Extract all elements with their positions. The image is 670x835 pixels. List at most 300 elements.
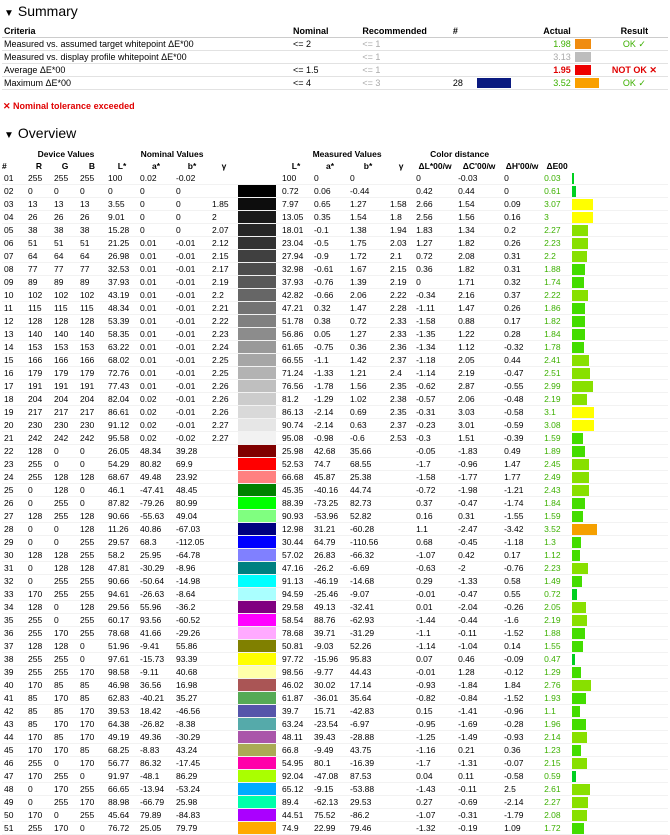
summary-patch-cell: [475, 38, 529, 51]
overview-cell: -1.21: [502, 484, 542, 497]
summary-patch-cell: [475, 51, 529, 64]
overview-cell: 128: [26, 315, 52, 328]
overview-cell: -0.55: [502, 380, 542, 393]
overview-cell: -1.07: [414, 809, 456, 822]
color-swatch: [238, 172, 276, 184]
overview-cell: -0.31: [414, 406, 456, 419]
overview-cell: 0.58: [502, 575, 542, 588]
summary-hash: 28: [451, 77, 475, 90]
delta-e-bar: [572, 667, 581, 678]
overview-row: [2, 328, 668, 341]
overview-col-header: L*: [117, 161, 127, 171]
overview-cell: [388, 757, 414, 770]
overview-cell: -23.54: [312, 718, 348, 731]
overview-cell: 255: [52, 653, 78, 666]
overview-cell: 82.04: [106, 393, 138, 406]
overview-cell: 54.95: [280, 757, 312, 770]
overview-cell: -0.31: [456, 809, 502, 822]
delta-e-bar: [572, 602, 586, 613]
overview-cell: 0: [26, 497, 52, 510]
overview-cell: 11.26: [106, 523, 138, 536]
delta-e-bar-cell: [572, 328, 668, 341]
color-swatch: [238, 315, 276, 327]
overview-cell: 30: [2, 549, 26, 562]
overview-cell: -9.49: [312, 744, 348, 757]
color-swatch-cell: [238, 237, 280, 250]
overview-cell: 91.13: [280, 575, 312, 588]
overview-cell: -0.62: [414, 380, 456, 393]
delta-e-bar: [572, 238, 588, 249]
overview-cell: [210, 692, 238, 705]
color-swatch: [238, 601, 276, 613]
color-distance-header: Color distance: [430, 149, 490, 159]
overview-cell: 48.45: [174, 484, 210, 497]
overview-cell: -0.26: [502, 601, 542, 614]
overview-cell: -0.01: [174, 419, 210, 432]
overview-cell: 64: [78, 250, 106, 263]
overview-cell: 36.56: [138, 679, 174, 692]
overview-cell: [388, 484, 414, 497]
delta-e-value: 3.52: [542, 523, 572, 536]
overview-cell: 85: [52, 731, 78, 744]
color-swatch-cell: [238, 458, 280, 471]
overview-cell: 255: [26, 757, 52, 770]
overview-cell: 1.75: [348, 237, 388, 250]
summary-actual: 3.52: [529, 77, 573, 90]
overview-cell: 69.9: [174, 458, 210, 471]
overview-cell: -2: [456, 562, 502, 575]
tolerance-warning: ✕ Nominal tolerance exceeded: [3, 101, 135, 111]
color-swatch: [238, 523, 276, 535]
overview-cell: 88.98: [106, 796, 138, 809]
overview-cell: -1.58: [414, 471, 456, 484]
color-swatch: [238, 770, 276, 782]
color-swatch: [238, 393, 276, 405]
overview-cell: 1.67: [348, 263, 388, 276]
overview-cell: 0.01: [138, 302, 174, 315]
overview-cell: 0: [26, 523, 52, 536]
overview-cell: -1.7: [414, 757, 456, 770]
delta-e-bar-cell: [572, 471, 668, 484]
summary-result: OK ✓: [601, 38, 668, 51]
delta-e-bar: [572, 329, 585, 340]
overview-cell: 13: [52, 198, 78, 211]
delta-e-bar: [572, 186, 576, 197]
col-hash: #: [451, 25, 475, 38]
overview-cell: 0.46: [456, 653, 502, 666]
overview-cell: 68.02: [106, 354, 138, 367]
overview-cell: 53.39: [106, 315, 138, 328]
overview-cell: -0.01: [414, 588, 456, 601]
overview-cell: -1.33: [456, 575, 502, 588]
overview-cell: [388, 172, 414, 185]
overview-cell: 2.19: [210, 276, 238, 289]
overview-cell: 255: [26, 172, 52, 185]
overview-cell: -6.69: [348, 562, 388, 575]
overview-cell: -1.43: [414, 783, 456, 796]
overview-cell: -1.18: [502, 536, 542, 549]
color-swatch: [238, 705, 276, 717]
delta-e-bar-cell: [572, 549, 668, 562]
delta-e-bar: [572, 368, 590, 379]
color-swatch-cell: [238, 653, 280, 666]
overview-cell: 39.7: [280, 705, 312, 718]
overview-cell: 79.89: [138, 809, 174, 822]
color-swatch-cell: [238, 497, 280, 510]
overview-cell: [388, 562, 414, 575]
overview-cell: -1.41: [456, 705, 502, 718]
overview-cell: 89: [78, 276, 106, 289]
overview-cell: 57.02: [280, 549, 312, 562]
overview-cell: 170: [52, 627, 78, 640]
overview-cell: 32: [2, 575, 26, 588]
overview-cell: [388, 536, 414, 549]
overview-cell: [210, 510, 238, 523]
overview-cell: 2.27: [210, 419, 238, 432]
overview-cell: 1.27: [348, 198, 388, 211]
delta-e-value: 3.1: [542, 406, 572, 419]
overview-cell: 1.51: [456, 432, 502, 445]
summary-actual-bar: [575, 39, 591, 49]
color-swatch: [238, 549, 276, 561]
overview-cell: 78.68: [280, 627, 312, 640]
delta-e-value: 2.41: [542, 354, 572, 367]
overview-cell: -0.02: [174, 172, 210, 185]
delta-e-bar-cell: [572, 718, 668, 731]
summary-row: [2, 64, 668, 77]
overview-cell: 61.65: [280, 341, 312, 354]
overview-cell: 90.74: [280, 419, 312, 432]
delta-e-value: 1.55: [542, 640, 572, 653]
overview-cell: 1.71: [456, 276, 502, 289]
overview-cell: 2.53: [388, 432, 414, 445]
delta-e-bar-cell: [572, 562, 668, 575]
overview-cell: -8.64: [174, 588, 210, 601]
color-swatch: [238, 822, 276, 834]
overview-cell: [388, 588, 414, 601]
overview-cell: 29.53: [348, 796, 388, 809]
measured-values-header: Measured Values: [312, 149, 382, 159]
overview-cell: 48.34: [106, 302, 138, 315]
color-swatch-cell: [238, 718, 280, 731]
overview-cell: -0.01: [174, 315, 210, 328]
overview-cell: -64.78: [174, 549, 210, 562]
overview-cell: -112.05: [174, 536, 210, 549]
color-swatch-cell: [238, 640, 280, 653]
overview-cell: 37: [2, 640, 26, 653]
overview-row: [2, 549, 668, 562]
delta-e-value: 1.78: [542, 341, 572, 354]
overview-cell: 85: [52, 679, 78, 692]
color-swatch: [238, 224, 276, 236]
overview-cell: 9.01: [106, 211, 138, 224]
overview-cell: 2.22: [388, 289, 414, 302]
color-swatch: [238, 211, 276, 223]
overview-cell: 38: [26, 224, 52, 237]
delta-e-bar-cell: [572, 588, 668, 601]
delta-e-bar: [572, 277, 584, 288]
overview-cell: 49.19: [106, 731, 138, 744]
overview-cell: [210, 744, 238, 757]
summary-section-toggle[interactable]: [0, 2, 78, 20]
overview-row: [2, 731, 668, 744]
overview-cell: -1.1: [312, 354, 348, 367]
overview-cell: -0.01: [174, 302, 210, 315]
delta-e-bar: [572, 381, 593, 392]
overview-cell: 62.83: [106, 692, 138, 705]
delta-e-value: 0.47: [542, 653, 572, 666]
overview-cell: 0.32: [502, 276, 542, 289]
overview-cell: 128: [26, 445, 52, 458]
summary-bar-cell: [573, 64, 601, 77]
overview-cell: -9.77: [312, 666, 348, 679]
col-recommended: Recommended: [360, 25, 451, 38]
overview-cell: 23.92: [174, 471, 210, 484]
overview-cell: [210, 471, 238, 484]
color-swatch-cell: [238, 744, 280, 757]
overview-cell: 2.66: [414, 198, 456, 211]
overview-cell: 64: [26, 250, 52, 263]
overview-cell: [388, 601, 414, 614]
overview-cell: 45.64: [106, 809, 138, 822]
overview-cell: 66.8: [280, 744, 312, 757]
overview-cell: -36.2: [174, 601, 210, 614]
overview-cell: 0.01: [138, 354, 174, 367]
overview-cell: [210, 627, 238, 640]
overview-cell: -0.76: [312, 276, 348, 289]
summary-actual: 1.95: [529, 64, 573, 77]
overview-row: [2, 653, 668, 666]
overview-cell: 0.42: [414, 185, 456, 198]
overview-cell: -0.45: [456, 536, 502, 549]
overview-cell: 0: [414, 172, 456, 185]
delta-e-value: 1.84: [542, 328, 572, 341]
overview-cell: 27: [2, 510, 26, 523]
delta-e-bar: [572, 810, 587, 821]
overview-cell: -0.01: [414, 666, 456, 679]
delta-e-value: 3.08: [542, 419, 572, 432]
overview-cell: 0: [52, 614, 78, 627]
overview-cell: 86.29: [174, 770, 210, 783]
overview-cell: 0.36: [502, 744, 542, 757]
overview-section-toggle[interactable]: [0, 124, 76, 142]
overview-cell: 1.82: [456, 237, 502, 250]
overview-cell: 50: [2, 809, 26, 822]
summary-criteria: Measured vs. display profile whitepoint ΔE*00: [2, 51, 291, 64]
delta-e-value: 0.61: [542, 185, 572, 198]
overview-cell: -0.57: [414, 393, 456, 406]
overview-cell: 18.01: [280, 224, 312, 237]
overview-cell: 47: [2, 770, 26, 783]
overview-cell: 25: [2, 484, 26, 497]
overview-cell: 1.47: [502, 458, 542, 471]
delta-e-bar-cell: [572, 354, 668, 367]
overview-cell: 44.74: [348, 484, 388, 497]
overview-cell: 0.44: [502, 354, 542, 367]
overview-cell: 46.98: [106, 679, 138, 692]
overview-cell: 86.13: [280, 406, 312, 419]
overview-cell: 16.98: [174, 679, 210, 692]
overview-cell: -0.58: [502, 770, 542, 783]
delta-e-value: 1.1: [542, 705, 572, 718]
overview-cell: -0.98: [312, 432, 348, 445]
delta-e-bar: [572, 797, 588, 808]
color-swatch-cell: [238, 354, 280, 367]
color-swatch: [238, 458, 276, 470]
color-swatch: [238, 263, 276, 275]
overview-cell: -9.11: [138, 666, 174, 679]
color-swatch: [238, 614, 276, 626]
color-swatch-cell: [238, 263, 280, 276]
overview-cell: 0.05: [312, 328, 348, 341]
summary-header-row: [2, 25, 668, 38]
overview-cell: 191: [26, 380, 52, 393]
overview-cell: 0.01: [138, 341, 174, 354]
overview-cell: [210, 458, 238, 471]
overview-cell: 49: [2, 796, 26, 809]
overview-cell: 43.19: [106, 289, 138, 302]
overview-cell: -0.01: [174, 367, 210, 380]
color-swatch-cell: [238, 549, 280, 562]
overview-cell: -62.13: [312, 796, 348, 809]
delta-e-bar: [572, 342, 584, 353]
overview-cell: 89: [52, 276, 78, 289]
overview-cell: [388, 627, 414, 640]
delta-e-bar-cell: [572, 224, 668, 237]
overview-cell: 2.15: [210, 250, 238, 263]
overview-cell: 128: [78, 315, 106, 328]
overview-cell: -1.14: [414, 367, 456, 380]
overview-cell: 19: [2, 406, 26, 419]
overview-col-header: B: [88, 161, 96, 171]
overview-cell: 38: [52, 224, 78, 237]
overview-cell: -1.31: [456, 757, 502, 770]
overview-cell: 35.64: [348, 692, 388, 705]
overview-cell: [210, 770, 238, 783]
overview-cell: -0.05: [414, 445, 456, 458]
delta-e-value: 2.22: [542, 289, 572, 302]
summary-criteria: Measured vs. assumed target whitepoint ΔE*00: [2, 38, 291, 51]
overview-cell: 0.01: [138, 250, 174, 263]
overview-row: [2, 419, 668, 432]
overview-cell: 51: [52, 237, 78, 250]
overview-row: [2, 601, 668, 614]
overview-cell: 0: [78, 185, 106, 198]
overview-row: [2, 744, 668, 757]
overview-cell: 52.53: [280, 458, 312, 471]
overview-cell: 2.5: [502, 783, 542, 796]
overview-cell: 76.72: [106, 822, 138, 835]
overview-col-header: G: [61, 161, 69, 171]
overview-cell: 2.27: [210, 432, 238, 445]
overview-cell: 170: [78, 666, 106, 679]
overview-row: [2, 237, 668, 250]
overview-cell: 0.72: [280, 185, 312, 198]
overview-cell: -9.07: [348, 588, 388, 601]
overview-cell: -15.96: [312, 653, 348, 666]
overview-cell: 55.96: [138, 601, 174, 614]
overview-cell: 0: [78, 458, 106, 471]
overview-cell: 170: [78, 731, 106, 744]
delta-e-bar: [572, 316, 585, 327]
color-swatch-cell: [238, 562, 280, 575]
overview-cell: 48.34: [138, 445, 174, 458]
overview-cell: 90.66: [106, 575, 138, 588]
overview-cell: -0.3: [414, 432, 456, 445]
color-swatch-cell: [238, 328, 280, 341]
color-swatch: [238, 718, 276, 730]
overview-cell: 0: [26, 484, 52, 497]
color-swatch: [238, 367, 276, 379]
overview-cell: 1.27: [348, 328, 388, 341]
overview-row: [2, 497, 668, 510]
overview-table: [2, 148, 668, 835]
overview-cell: -9.41: [138, 640, 174, 653]
overview-cell: 2.4: [388, 367, 414, 380]
summary-nominal: <= 4: [291, 77, 360, 90]
color-swatch: [238, 666, 276, 678]
overview-cell: 0.26: [502, 302, 542, 315]
color-swatch: [238, 185, 276, 197]
delta-e-bar-cell: [572, 601, 668, 614]
overview-cell: 25.95: [138, 549, 174, 562]
summary-actual: 1.98: [529, 38, 573, 51]
overview-cell: 41.66: [138, 627, 174, 640]
delta-e-value: 2.45: [542, 458, 572, 471]
overview-col-header: ΔC'00/w: [462, 161, 496, 171]
overview-col-header: ΔH'00/w: [505, 161, 539, 171]
overview-cell: 25.98: [280, 445, 312, 458]
overview-cell: 51.96: [106, 640, 138, 653]
overview-cell: 66.65: [106, 783, 138, 796]
overview-cell: 26: [52, 211, 78, 224]
overview-cell: -46.19: [312, 575, 348, 588]
col-patch: [475, 25, 529, 38]
overview-cell: -1.84: [456, 679, 502, 692]
color-swatch-cell: [238, 679, 280, 692]
overview-cell: 2.26: [210, 393, 238, 406]
overview-cell: 2.23: [210, 328, 238, 341]
summary-criteria: Average ΔE*00: [2, 64, 291, 77]
overview-cell: 77.43: [106, 380, 138, 393]
overview-cell: 26: [2, 497, 26, 510]
overview-cell: -1.52: [502, 692, 542, 705]
overview-cell: 42.68: [312, 445, 348, 458]
overview-cell: -0.01: [174, 354, 210, 367]
overview-row: [2, 263, 668, 276]
overview-cell: 58.35: [106, 328, 138, 341]
overview-cell: -26.2: [312, 562, 348, 575]
overview-cell: [210, 562, 238, 575]
overview-cell: 32.98: [280, 263, 312, 276]
color-swatch: [238, 380, 276, 392]
delta-e-bar-cell: [572, 497, 668, 510]
overview-row: [2, 276, 668, 289]
delta-e-value: 1.72: [542, 822, 572, 835]
overview-cell: 29.56: [106, 601, 138, 614]
overview-cell: [210, 614, 238, 627]
color-swatch: [238, 484, 276, 496]
overview-cell: 0: [26, 575, 52, 588]
overview-cell: 1.47: [348, 302, 388, 315]
overview-cell: 48: [2, 783, 26, 796]
overview-cell: [210, 653, 238, 666]
overview-row: [2, 588, 668, 601]
overview-row: [2, 562, 668, 575]
overview-cell: 2.08: [456, 250, 502, 263]
overview-row: [2, 796, 668, 809]
overview-cell: -0.69: [456, 796, 502, 809]
